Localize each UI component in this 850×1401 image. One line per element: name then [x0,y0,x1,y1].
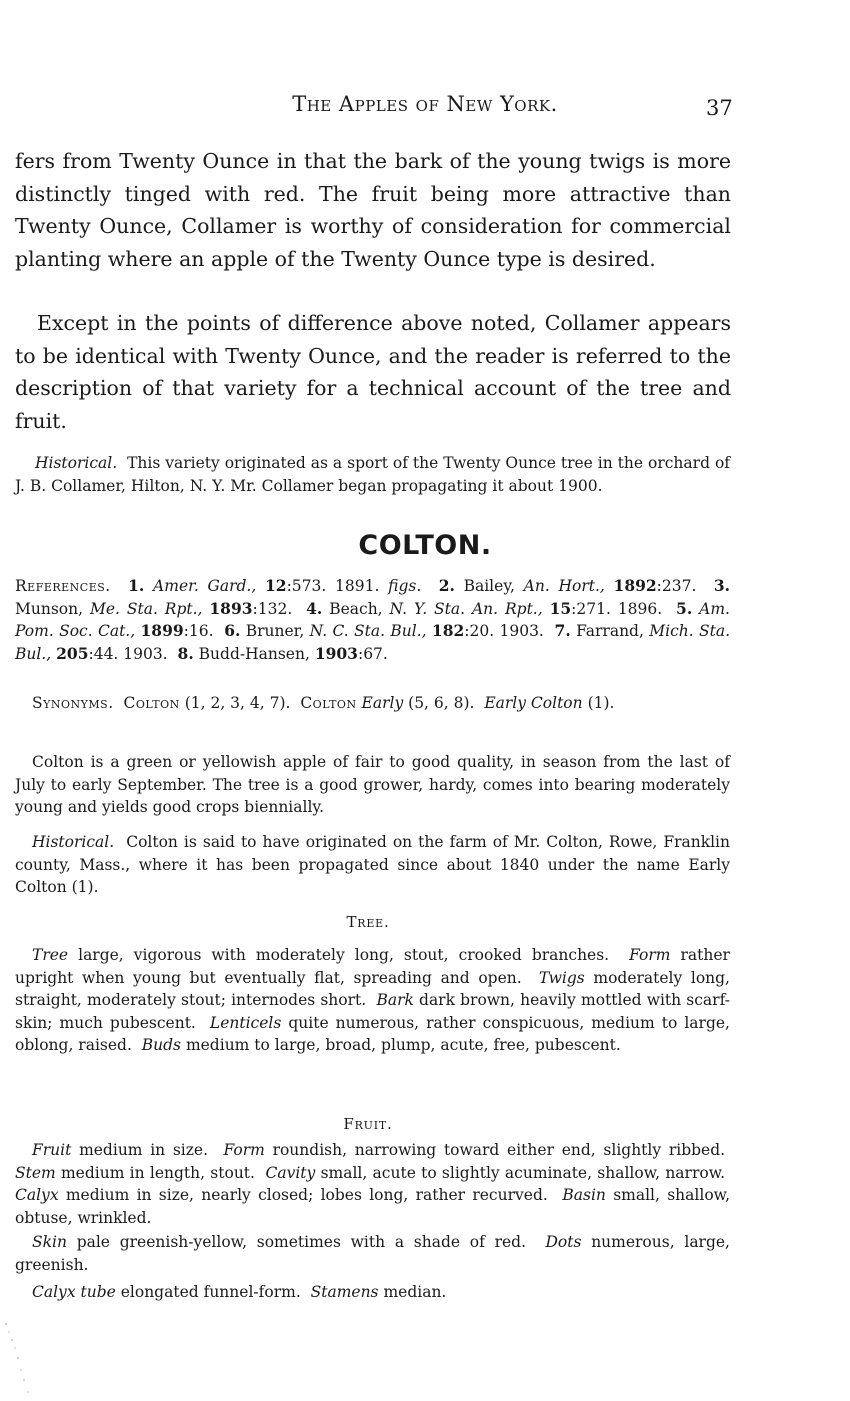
running-head: The Apples of New York. [292,92,558,116]
calyx-paragraph [15,1281,730,1304]
ref-number: 5. [676,598,693,618]
synonym-refs: (1, 2, 3, 4, 7). [184,694,291,712]
term-text: pale greenish-yellow, sometimes with a shade of red. [76,1233,527,1251]
fruit-paragraph [15,1139,730,1229]
term-text: dark brown, heavily mottled with scarf-skin; much pubescent. [15,991,730,1032]
synonym-refs: (1). [587,694,615,712]
ref-volume: 1903 [314,643,358,663]
synonym-name: Colton [123,694,180,712]
ref-pages: :271. 1896. [571,599,663,618]
synonym-name: Early Colton [484,694,583,712]
tree-heading: Tree. [346,913,390,931]
synonym-refs: (5, 6, 8). [408,694,475,712]
ref-volume: 1893 [209,598,253,618]
ref-source: Am. Pom. Soc. Cat., [15,599,730,640]
variety-title: COLTON. [358,530,492,561]
collamer-historical-paragraph [15,452,730,497]
ref-author: Budd-Hansen, [198,644,310,663]
synonym-qualifier: Early [361,694,404,712]
skin-paragraph [15,1231,730,1276]
ref-source: An. Hort., [523,577,605,595]
ref-source: N. C. Sta. Bul., [309,622,427,640]
term: Calyx [15,1186,59,1204]
synonyms-paragraph [15,692,730,715]
synonym-name: Colton [300,694,357,712]
term: Tree [32,946,69,964]
ref-volume: 182 [431,621,465,640]
historical-text: This variety originated as a sport of the Twenty Ounce tree in the orchard of J. B. Collamer, Hilton, N. Y. Mr. Collamer began propagating it about 1900. [15,454,731,495]
ref-number: 6. [224,621,241,640]
fruit-heading: Fruit. [343,1115,393,1133]
term: Cavity [265,1163,316,1182]
colton-historical-paragraph [15,831,730,899]
historical-label: Historical. [35,454,118,472]
ref-pages: :237. [656,577,697,595]
historical-label: Historical. [32,833,115,851]
term-text: medium in size, nearly closed; lobes long, rather recurved. [65,1186,548,1204]
ref-number: 3. [713,576,731,595]
term: Dots [545,1233,582,1251]
tree-paragraph [15,944,730,1057]
ref-volume: 205 [56,643,89,663]
ref-source: N. Y. Sta. An. Rpt., [389,599,543,618]
term: Basin [562,1186,606,1204]
ref-source: Mich. Sta. Bul., [15,622,731,663]
term-text: small, acute to slightly acuminate, shallow, narrow. [320,1163,726,1182]
term-text: large, vigorous with moderately long, stout, crooked branches. [78,946,610,964]
ref-pages: :132. [252,599,293,618]
historical-text: Colton is said to have originated on the farm of Mr. Colton, Rowe, Franklin county, Mass., where it has been propagated since about 1840 under the name Early Colton (1). [15,833,731,896]
ref-author: Munson, [15,599,84,618]
intro-paragraph-2: Except in the points of difference above noted, Collamer appears to be identical with Twenty Ounce, and the reader is referred to the description of that variety for a technical account of the tree and fruit. [15,311,731,433]
term: Calyx tube [32,1283,116,1301]
ref-volume: 12 [264,576,287,595]
ref-volume: 1892 [613,576,657,595]
term-text: small, shallow, obtuse, wrinkled. [15,1186,731,1227]
intro-paragraph-1: fers from Twenty Ounce in that the bark of the young twigs is more distinctly tinged with red. The fruit being more attractive than Twenty Ounce, Collamer is worthy of consideration for commercial planting where an apple of the Twenty Ounce type is desired. [15,149,731,271]
term: Fruit [32,1141,72,1159]
ref-number: 4. [306,598,323,618]
ref-source: Me. Sta. Rpt., [89,599,203,618]
term: Lenticels [209,1013,282,1032]
term-text: medium in size. [79,1141,209,1159]
term: Skin [32,1233,67,1251]
ref-author: Bailey, [463,577,515,595]
ref-pages: :573. 1891. [286,577,380,595]
synonyms-label: Synonyms. [32,694,114,712]
term-text: numerous, large, greenish. [15,1233,730,1274]
term: Buds [141,1036,181,1054]
term: Stem [15,1163,56,1182]
page-number: 37 [706,96,733,120]
term-text: moderately long, straight, moderately stout; internodes short. [15,968,730,1009]
term: Form [223,1141,265,1159]
references-paragraph [15,575,730,665]
term-text: medium in length, stout. [60,1163,255,1182]
ref-number: 8. [177,643,194,663]
term-text: elongated funnel-form. [120,1283,301,1301]
term: Form [629,946,671,964]
term: Twigs [538,968,585,987]
references-label: References. [15,577,111,595]
ref-pages: :16. [183,622,214,640]
term-text: roundish, narrowing toward either end, slightly ribbed. [272,1141,726,1159]
ref-source: Amer. Gard., [153,577,257,595]
ref-volume: 15 [549,598,572,618]
term-text: median. [383,1283,447,1301]
ref-pages: :67. [357,644,388,663]
ref-extra: figs. [388,577,422,595]
ref-author: Farrand, [576,622,644,640]
ref-volume: 1899 [140,621,184,640]
term-text: medium to large, broad, plump, acute, free, pubescent. [185,1036,621,1054]
term: Stamens [310,1283,379,1301]
ref-author: Bruner, [245,622,305,640]
ref-number: 2. [438,576,455,595]
ref-author: Beach, [329,599,383,618]
ref-number: 1. [128,576,145,595]
term-text: rather upright when young but eventually flat, spreading and open. [15,946,730,987]
term: Bark [376,991,414,1009]
ref-pages: :20. 1903. [464,622,544,640]
description-paragraph: Colton is a green or yellowish apple of fair to good quality, in season from the last of July to early September. The tree is a good grower, hardy, comes into bearing moderately young and yields good crops biennially. [15,753,730,816]
term-text: quite numerous, rather conspicuous, medium to large, oblong, raised. [15,1013,730,1054]
scan-specks [2,1318,32,1398]
ref-number: 7. [554,621,571,640]
ref-pages: :44. 1903. [88,644,168,663]
